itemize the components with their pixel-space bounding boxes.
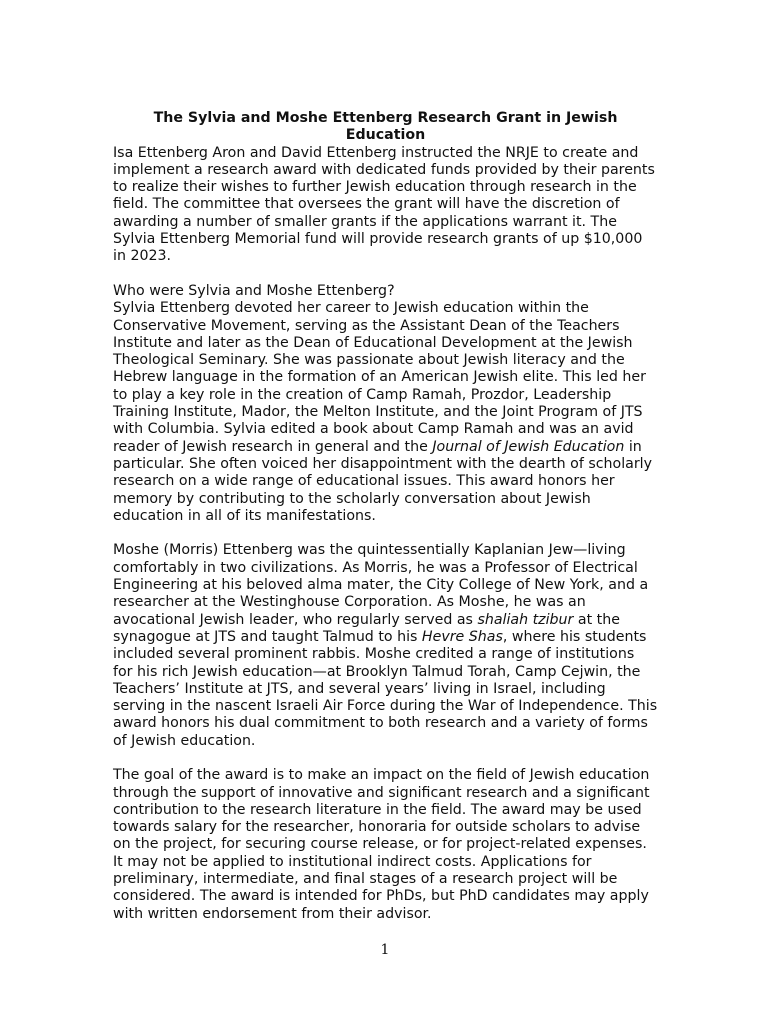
moshe-paragraph [113,542,658,750]
moshe-text-part3: , where his students included several prominent rabbis. Moshe credited a range of institutions for his rich Jewish education—at Brooklyn Talmud Torah, Camp Cejwin, the Teachers’ Institute at JTS, and several years’ living in Israel, including serving in the nascent Israeli Air Force during the War of Independence. This award honors his dual commitment to both research and a variety of forms of Jewish education. [113,628,658,749]
paragraph-spacer [113,750,658,767]
shaliah-tzibur-term: shaliah tzibur [477,611,574,628]
document-title: The Sylvia and Moshe Ettenberg Research Grant in Jewish Education [153,110,618,144]
page-number: 1 [380,942,390,958]
hevre-shas-term: Hevre Shas [421,628,503,645]
sylvia-text-start: Sylvia Ettenberg devoted her career to Jewish education within the Conservative Movement, serving as the Assistant Dean of the Teachers Institute and later as the Dean of Educational Development at the Jewish Theological Seminary. She was passionate about Jewish literacy and the Hebrew language in the formation of an American Jewish elite. This led her to play a key role in the creation of Camp Ramah, Prozdor, Leadership Training Institute, Mador, the Melton Institute, and the Joint Program of JTS with Columbia. Sylvia edited a book about Camp Ramah and was an avid reader of Jewish research in general and the [113,300,646,455]
goal-paragraph: The goal of the award is to make an impact on the field of Jewish education through the support of innovative and significant research and a significant contribution to the research literature in the field. The award may be used towards salary for the researcher, honoraria for outside scholars to advise on the project, for securing course release, or for project-related expenses. It may not be applied to institutional indirect costs. Applications for preliminary, intermediate, and final stages of a research project will be considered. The award is intended for PhDs, but PhD candidates may apply with written endorsement from their advisor. [113,767,650,922]
document-page [113,110,658,923]
paragraph-spacer [113,266,658,283]
intro-paragraph: Isa Ettenberg Aron and David Ettenberg instructed the NRJE to create and implement a research award with dedicated funds provided by their parents to realize their wishes to further Jewish education through research in the field. The committee that oversees the grant will have the discretion of awarding a number of smaller grants if the applications warrant it. The Sylvia Ettenberg Memorial fund will provide research grants of up $10,000 in 2023. [113,144,655,265]
moshe-text-part1: Moshe (Morris) Ettenberg was the quintessentially Kaplanian Jew—living comfortably in two civilizations. As Morris, he was a Professor of Electrical Engineering at his beloved alma mater, the City College of New York, and a researcher at the Westinghouse Corporation. As Moshe, he was an avocational Jewish leader, who regularly served as [113,542,649,628]
sylvia-text-end: in particular. She often voiced her disappointment with the dearth of scholarly research on a wide range of educational issues. This award honors her memory by contributing to the scholarly conversation about Jewish education in all of its manifestations. [113,438,653,524]
sylvia-paragraph [113,300,658,525]
paragraph-spacer [113,525,658,542]
moshe-text-part2: at the synagogue at JTS and taught Talmud to his [113,611,620,645]
who-heading: Who were Sylvia and Moshe Ettenberg? [113,282,395,299]
journal-title: Journal of Jewish Education [432,438,625,455]
